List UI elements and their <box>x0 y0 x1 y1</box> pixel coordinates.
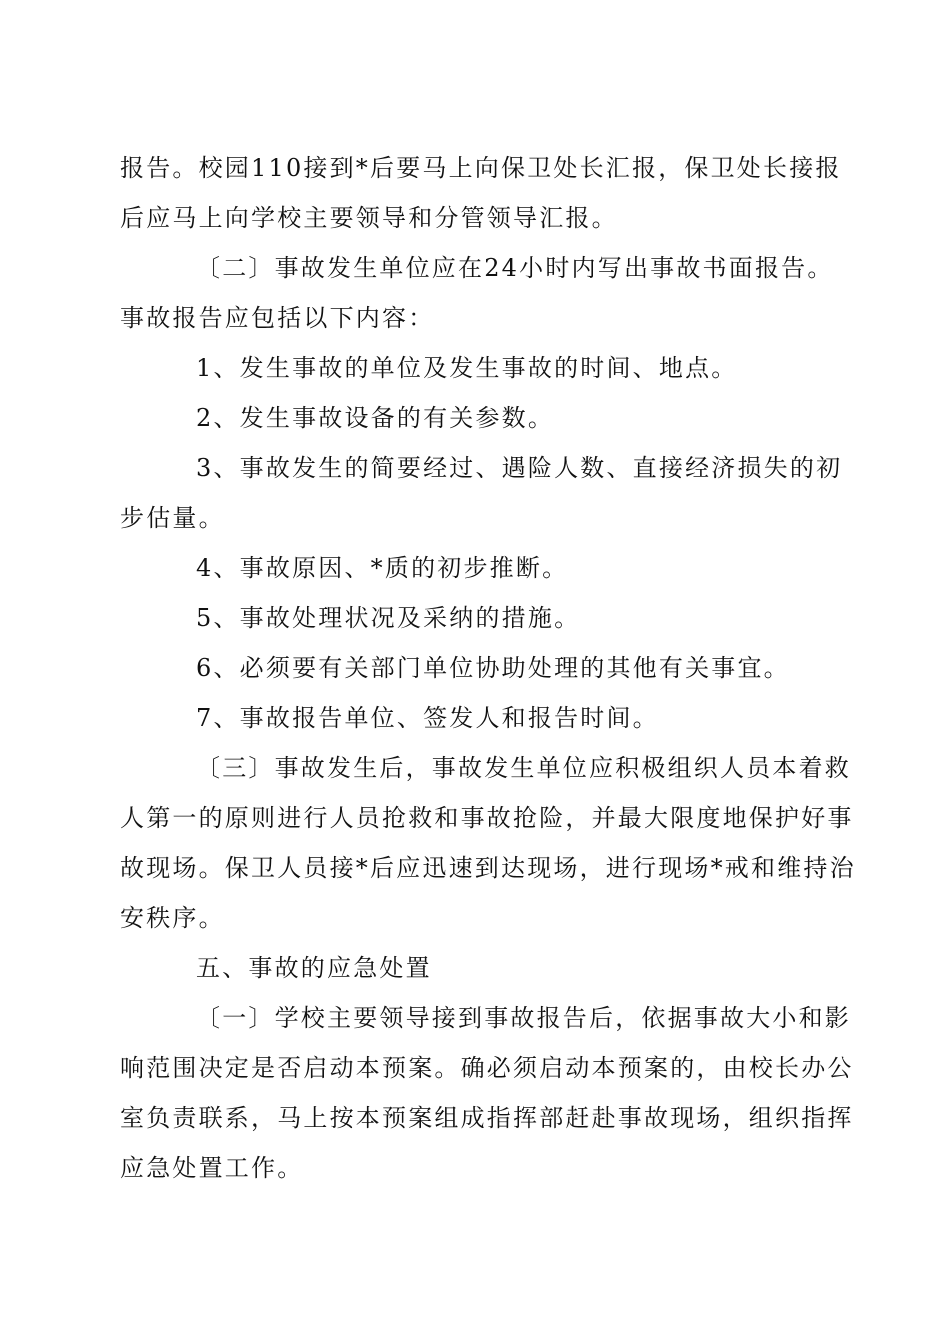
text-line-21: 应急处置工作。 <box>120 1154 304 1182</box>
text-line-1: 报告。校园110接到*后要马上向保卫处长汇报，保卫处长接报 <box>120 154 842 182</box>
text-line-4: 事故报告应包括以下内容： <box>120 304 435 332</box>
text-line-14: 人第一的原则进行人员抢救和事故抢险，并最大限度地保护好事 <box>120 804 854 832</box>
text-line-20: 室负责联系，马上按本预案组成指挥部赶赴事故现场，组织指挥 <box>120 1104 854 1132</box>
section-heading: 五、事故的应急处置 <box>196 954 432 982</box>
text-line-15: 故现场。保卫人员接*后应迅速到达现场，进行现场*戒和维持治 <box>120 854 856 882</box>
text-line-2: 后应马上向学校主要领导和分管领导汇报。 <box>120 204 618 232</box>
text-line-18: 〔一〕学校主要领导接到事故报告后，依据事故大小和影 <box>196 1004 851 1032</box>
text-line-19: 响范围决定是否启动本预案。确必须启动本预案的，由校长办公 <box>120 1054 854 1082</box>
text-line-8: 步估量。 <box>120 504 225 532</box>
text-line-7: 3、事故发生的简要经过、遇险人数、直接经济损失的初 <box>196 454 843 482</box>
text-line-5: 1、发生事故的单位及发生事故的时间、地点。 <box>196 354 738 382</box>
text-line-3: 〔二〕事故发生单位应在24小时内写出事故书面报告。 <box>196 254 834 282</box>
text-line-13: 〔三〕事故发生后，事故发生单位应积极组织人员本着救 <box>196 754 851 782</box>
text-line-9: 4、事故原因、*质的初步推断。 <box>196 554 569 582</box>
text-line-6: 2、发生事故设备的有关参数。 <box>196 404 555 432</box>
text-line-10: 5、事故处理状况及采纳的措施。 <box>196 604 581 632</box>
text-line-12: 7、事故报告单位、签发人和报告时间。 <box>196 704 659 732</box>
text-line-11: 6、必须要有关部门单位协助处理的其他有关事宜。 <box>196 654 790 682</box>
text-line-16: 安秩序。 <box>120 904 225 932</box>
